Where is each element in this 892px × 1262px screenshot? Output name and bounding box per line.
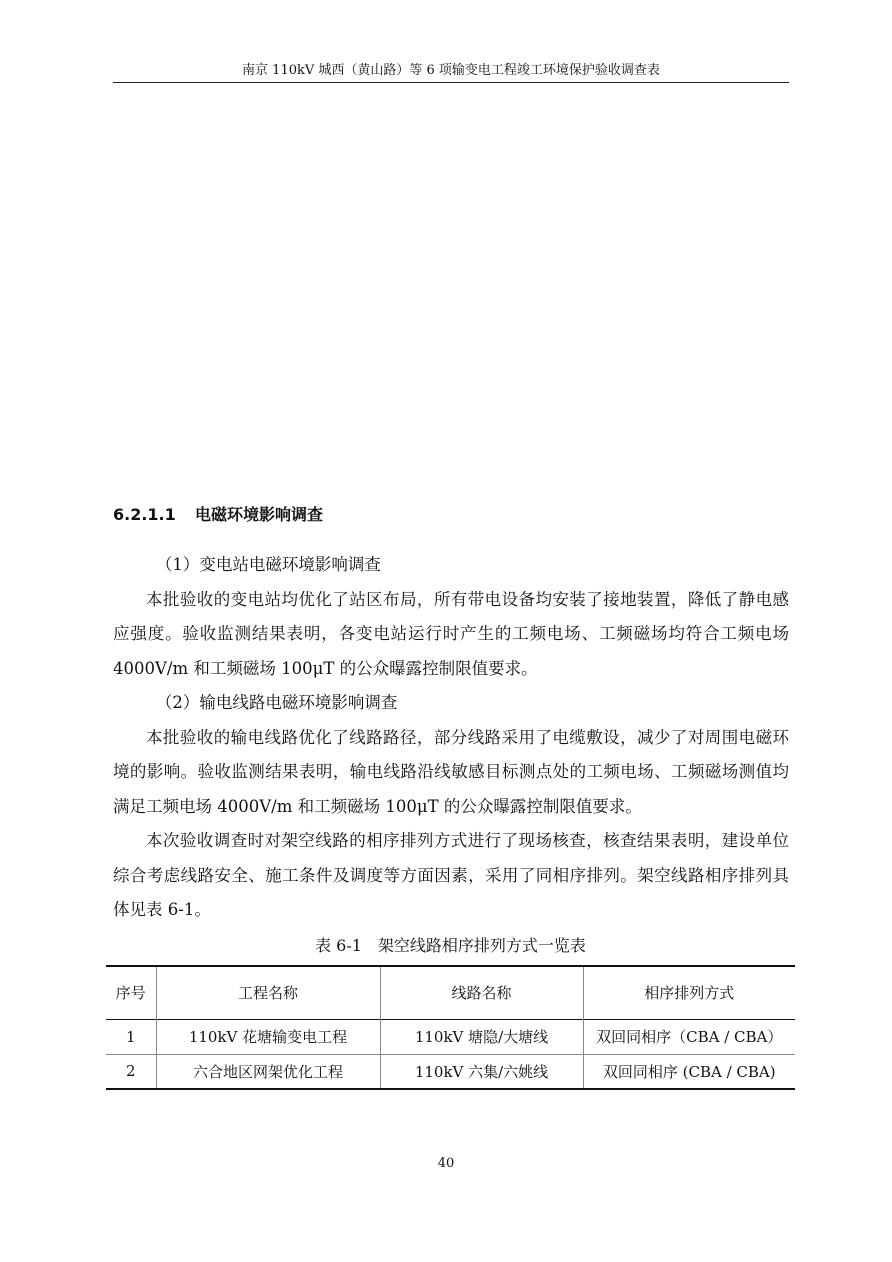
table-caption: 表 6-1 架空线路相序排列方式一览表 bbox=[315, 936, 586, 955]
table-row bbox=[106, 1054, 795, 1089]
cell-index: 1 bbox=[125, 1027, 136, 1046]
phase-sequence-table bbox=[106, 965, 795, 1090]
cell-project: 110kV 花塘输变电工程 bbox=[156, 1019, 380, 1054]
column-header-phase: 相序排列方式 bbox=[583, 966, 795, 1019]
cell-line: 110kV 六集/六姚线 bbox=[380, 1054, 583, 1089]
paragraph-phase-sequence: 本次验收调查时对架空线路的相序排列方式进行了现场核查，核查结果表明，建设单位综合考虑线路安全、施工条件及调度等方面因素，采用了同相序排列。架空线路相序排列具体见表 6-1。 bbox=[113, 831, 789, 919]
document-title: 南京 110kV 城西（黄山路）等 6 项输变电工程竣工环境保护验收调查表 bbox=[242, 63, 660, 78]
section-number: 6.2.1.1 bbox=[113, 505, 176, 524]
subsection-heading-lines: （2）输电线路电磁环境影响调查 bbox=[155, 693, 398, 712]
section-heading bbox=[113, 503, 323, 527]
column-header-project: 工程名称 bbox=[156, 966, 380, 1019]
body-text bbox=[113, 548, 789, 928]
paragraph-lines: 本批验收的输电线路优化了线路路径，部分线路采用了电缆敷设，减少了对周围电磁环境的影响。验收监测结果表明，输电线路沿线敏感目标测点处的工频电场、工频磁场测值均满足工频电场 4000V/m 和工频磁场 100μT 的公众曝露控制限值要求。 bbox=[113, 727, 789, 816]
cell-index: 2 bbox=[125, 1062, 136, 1081]
paragraph-substation: 本批验收的变电站均优化了站区布局，所有带电设备均安装了接地装置，降低了静电感应强度。验收监测结果表明，各变电站运行时产生的工频电场、工频磁场均符合工频电场 4000V/m 和工频磁场 100μT 的公众曝露控制限值要求。 bbox=[113, 589, 789, 678]
table-header-row bbox=[106, 966, 795, 1019]
section-title: 电磁环境影响调查 bbox=[195, 505, 324, 524]
cell-project: 六合地区网架优化工程 bbox=[156, 1054, 380, 1089]
column-header-index: 序号 bbox=[115, 984, 146, 1003]
subsection-heading-substation: （1）变电站电磁环境影响调查 bbox=[155, 555, 381, 574]
cell-line: 110kV 塘隐/大塘线 bbox=[380, 1019, 583, 1054]
table-row bbox=[106, 1019, 795, 1054]
cell-phase: 双回同相序（CBA / CBA） bbox=[583, 1019, 795, 1054]
column-header-line: 线路名称 bbox=[380, 966, 583, 1019]
page-header bbox=[113, 60, 789, 83]
page-number: 40 bbox=[437, 1156, 455, 1171]
cell-phase: 双回同相序 (CBA / CBA) bbox=[583, 1054, 795, 1089]
